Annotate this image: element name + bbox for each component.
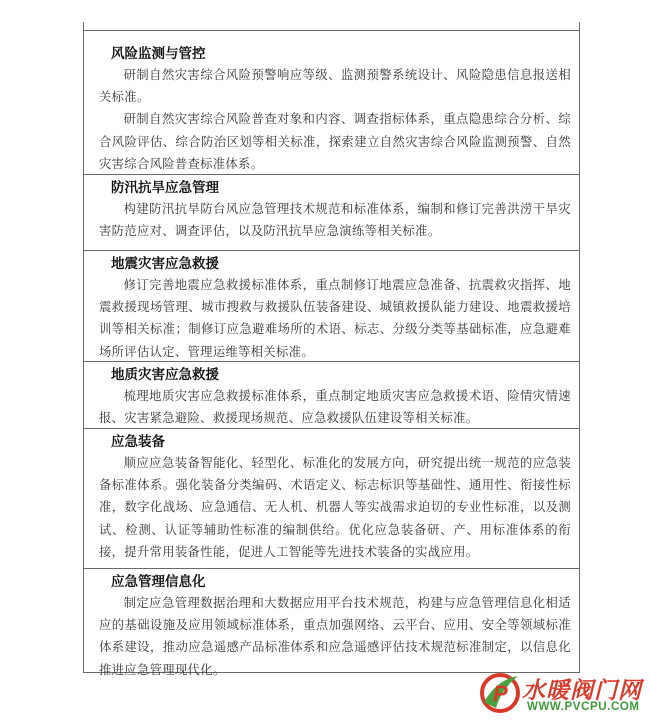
section-risk-monitoring bbox=[84, 30, 579, 174]
section-paragraph: 顺应应急装备智能化、轻型化、标准化的发展方向，研究提出统一规范的应急装备标准体系。强化装备分类编码、术语定义、标志标识等基础性、通用性、衔接性标准，数字化战场、应急通信、无人机、机器人等实战需求迫切的专业性标准，以及测试、检测、认证等辅助性标准的编制供给。优化应急装备研、产、用标准体系的衔接，提升常用装备性能，促进人工智能等先进技术装备的实战应用。 bbox=[99, 456, 571, 559]
section-informatization bbox=[84, 568, 579, 677]
section-paragraph: 研制自然灾害综合风险预警响应等级、监测预警系统设计、风险隐患信息报送相关标准。 bbox=[99, 68, 571, 105]
section-emergency-equipment bbox=[84, 428, 579, 568]
logo-letter: P bbox=[493, 681, 508, 706]
section-title: 地震灾害应急救援 bbox=[111, 256, 219, 272]
section-title: 应急装备 bbox=[111, 434, 165, 450]
section-title: 应急管理信息化 bbox=[111, 574, 206, 590]
section-title: 地质灾害应急救援 bbox=[111, 367, 219, 383]
section-paragraph: 构建防汛抗旱防台风应急管理技术规范和标准体系，编制和修订完善洪涝干旱灾害防范应对、调查评估，以及防汛抗旱应急演练等相关标准。 bbox=[99, 202, 571, 239]
watermark-url: WWW.PVCPU.COM bbox=[527, 701, 640, 713]
section-flood-drought bbox=[84, 174, 579, 250]
watermark-title: 水暖阀门网 bbox=[522, 678, 642, 704]
pvcpu-logo-icon bbox=[478, 668, 522, 718]
document-table bbox=[83, 22, 580, 677]
section-title: 风险监测与管控 bbox=[111, 46, 206, 62]
watermark bbox=[478, 668, 650, 720]
section-paragraph: 梳理地质灾害应急救援标准体系，重点制定地质灾害应急救援术语、险情灾情速报、灾害紧急避险、救援现场规范、应急救援队伍建设等相关标准。 bbox=[99, 389, 571, 426]
section-earthquake-rescue bbox=[84, 250, 579, 361]
section-paragraph: 制定应急管理数据治理和大数据应用平台技术规范，构建与应急管理信息化相适应的基础设施及应用领域标准体系，重点加强网络、云平台、应用、安全等领域标准体系建设，推动应急遥感产品标准体系和应急遥感评估技术规范标准制定，以信息化推进应急管理现代化。 bbox=[99, 596, 571, 677]
section-paragraph: 研制自然灾害综合风险普查对象和内容、调查指标体系，重点隐患综合分析、综合风险评估、综合防治区划等相关标准，探索建立自然灾害综合风险监测预警、自然灾害综合风险普查标准体系。 bbox=[99, 112, 571, 171]
section-paragraph: 修订完善地震应急救援标准体系，重点制修订地震应急准备、抗震救灾指挥、地震救援现场管理、城市搜救与救援队伍装备建设、城镇救援队能力建设、地震救援培训等相关标准；制修订应急避难场所的术语、标志、分级分类等基础标准，应急避难场所评估认定、管理运维等相关标准。 bbox=[99, 278, 571, 359]
section-title: 防汛抗旱应急管理 bbox=[111, 180, 219, 196]
section-geological-rescue bbox=[84, 361, 579, 428]
